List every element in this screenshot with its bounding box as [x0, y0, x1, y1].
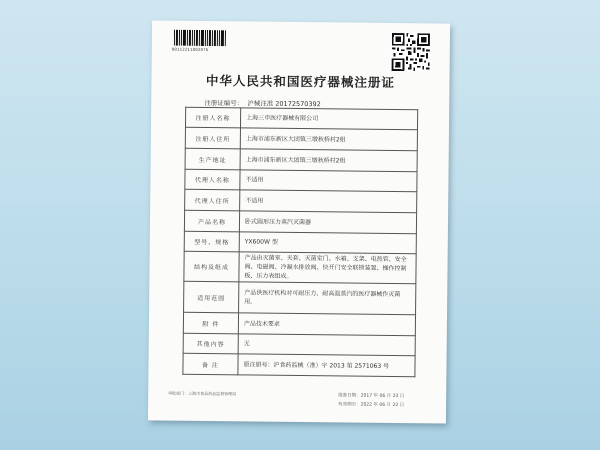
row-value: 不适用: [240, 190, 417, 213]
registration-number-value: 沪械注准 20172570392: [247, 99, 321, 109]
table-row: [184, 210, 416, 233]
table-row: [185, 107, 417, 129]
row-value: 不适用: [240, 170, 417, 192]
row-label: 适用范围: [184, 281, 239, 313]
row-value: 产品供医疗机构对可耐压力、耐高温蒸汽的医疗器械作灭菌用。: [239, 282, 416, 315]
barcode-icon: [174, 30, 226, 47]
row-label: 注册人住所: [185, 127, 240, 149]
table-row: [185, 169, 417, 191]
issuing-authority: 审批部门：上海市食品药品监督管理局: [168, 390, 237, 397]
row-label: 生产地址: [185, 148, 240, 170]
table-row: [185, 189, 417, 212]
row-value: 卧式圆形压力蒸汽灭菌器: [239, 211, 416, 234]
row-label: 注册人名称: [185, 107, 240, 128]
table-row: [185, 148, 417, 171]
row-label: 代理人住所: [185, 189, 240, 211]
barcode-number: 00112211802076: [171, 46, 209, 53]
table-row: [185, 127, 417, 150]
row-label: 附 件: [183, 312, 238, 334]
row-value: 产品技术要求: [238, 313, 415, 336]
row-label: 其他内容: [183, 333, 238, 354]
row-label: 结构及组成: [184, 251, 239, 282]
registration-table: [182, 107, 418, 377]
row-value: 无: [238, 334, 415, 356]
row-value: 产品由灭菌室、夹套、灭菌室门、水箱、支架、电热管、安全阀、电磁阀、冷凝水排放阀、快开门安全联锁装置、操作控制板、压力表组成。: [239, 252, 416, 284]
row-value: 原注册号：沪食药监械（准）字 2013 第 2571063 号: [238, 354, 415, 377]
valid-until-date: 有效期至：2022 年 06 月 22 日: [338, 402, 405, 409]
certificate-title: 中华人民共和国医疗器械注册证: [205, 73, 396, 90]
table-row: [184, 251, 416, 283]
table-row: [183, 353, 415, 376]
row-value: 上海市浦东新区大团镇三墩秋桥村2组: [240, 128, 417, 151]
table-row: [184, 231, 416, 253]
row-value: 上海三申医疗器械有限公司: [240, 108, 417, 130]
registration-certificate: [148, 20, 450, 423]
table-row: [184, 281, 416, 314]
row-value: 上海市浦东新区大团镇三墩秋桥村2组: [240, 149, 417, 172]
row-label: 备 注: [183, 353, 238, 375]
table-row: [183, 333, 415, 355]
row-label: 型号、规格: [184, 231, 239, 252]
row-value: YX600W 型: [239, 232, 416, 254]
approval-dates: [338, 391, 404, 410]
table-row: [183, 312, 415, 335]
approval-date: 批准日期：2017 年 06 月 23 日: [338, 393, 405, 400]
registration-number-label: 注册证编号：: [204, 99, 244, 108]
row-label: 产品名称: [184, 210, 239, 232]
qr-code-icon: [392, 33, 430, 71]
row-label: 代理人名称: [185, 169, 240, 190]
